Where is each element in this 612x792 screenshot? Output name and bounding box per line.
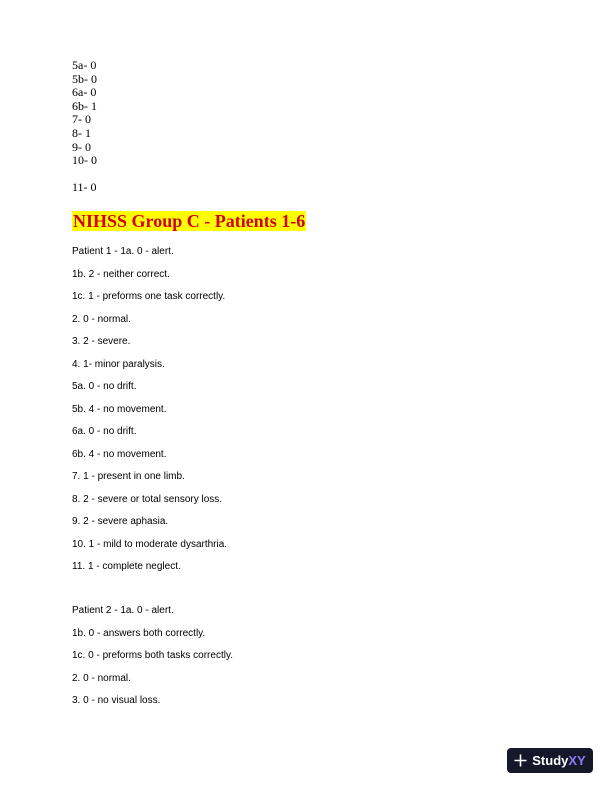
- patient-line: 9. 2 - severe aphasia.: [72, 516, 169, 527]
- section-heading: [72, 210, 306, 232]
- score-item: 9- 0: [72, 139, 91, 154]
- patient-1-scores: [72, 246, 227, 584]
- patient-line: 7. 1 - present in one limb.: [72, 471, 185, 482]
- score-item: 5a- 0: [72, 58, 97, 72]
- patient-line: Patient 2 - 1a. 0 - alert.: [72, 605, 174, 616]
- patient-line: 10. 1 - mild to moderate dysarthria.: [72, 538, 228, 550]
- patient-line: 6a. 0 - no drift.: [72, 426, 137, 437]
- score-item: 6b- 1: [72, 98, 97, 113]
- patient-2-scores: [72, 605, 233, 718]
- patient-line: 4. 1- minor paralysis.: [72, 358, 165, 370]
- patient-line: 3. 2 - severe.: [72, 336, 131, 347]
- badge-brand-study: Study: [532, 753, 569, 768]
- patient-line: Patient 1 - 1a. 0 - alert.: [72, 246, 174, 257]
- score-item: 6a- 0: [72, 85, 97, 100]
- score-item: 11- 0: [72, 179, 97, 194]
- patient-line: 1c. 0 - preforms both tasks correctly.: [72, 650, 233, 661]
- spacer: [72, 168, 97, 181]
- patient-line: 1b. 2 - neither correct.: [72, 268, 170, 280]
- score-item: 8- 1: [72, 125, 91, 140]
- score-item: 10- 0: [72, 153, 97, 168]
- patient-line: 1b. 0 - answers both correctly.: [72, 627, 206, 639]
- patient-line: 1c. 1 - preforms one task correctly.: [72, 291, 226, 302]
- badge-brand-xy: XY: [568, 753, 586, 768]
- patient-line: 3. 0 - no visual loss.: [72, 695, 161, 706]
- patient-line: 6b. 4 - no movement.: [72, 448, 167, 460]
- score-list: [72, 59, 97, 194]
- patient-line: 5a. 0 - no drift.: [72, 381, 137, 392]
- score-item: 7- 0: [72, 112, 91, 127]
- studyxy-badge[interactable]: [507, 748, 593, 773]
- patient-line: 8. 2 - severe or total sensory loss.: [72, 493, 223, 505]
- score-item: 5b- 0: [72, 71, 97, 86]
- plus-icon: [514, 754, 527, 767]
- patient-line: 2. 0 - normal.: [72, 672, 131, 684]
- patient-line: 2. 0 - normal.: [72, 313, 131, 325]
- patient-line: 5b. 4 - no movement.: [72, 403, 167, 415]
- patient-line: 11. 1 - complete neglect.: [72, 561, 181, 572]
- section-heading-text: NIHSS Group C - Patients 1-6: [73, 211, 306, 231]
- badge-brand: [532, 753, 585, 768]
